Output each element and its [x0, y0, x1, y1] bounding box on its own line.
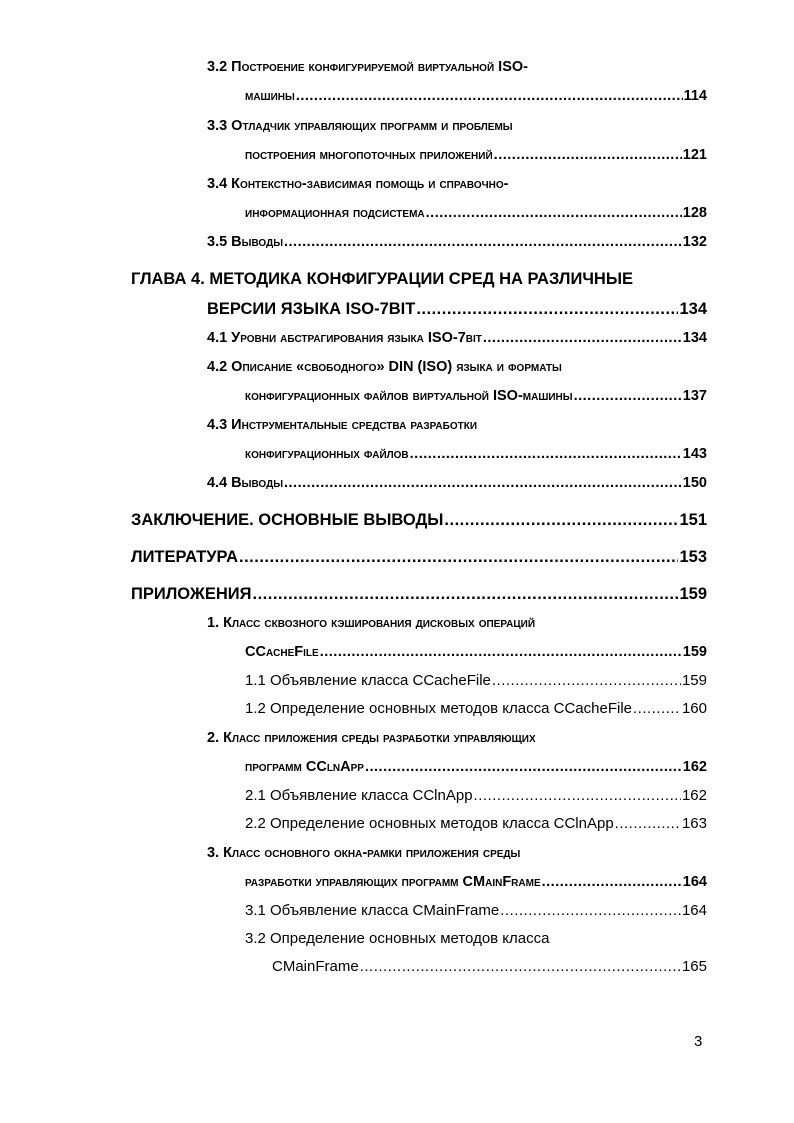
- toc-entry-title: 3. Класс основного окна-рамки приложения среды: [207, 845, 521, 861]
- toc-entry-title: построения многопоточных приложений: [245, 147, 493, 163]
- toc-entry-line: [245, 788, 707, 803]
- toc-page-number: 159: [682, 644, 707, 660]
- dot-leader: [416, 301, 678, 318]
- toc-entry-line: [131, 512, 707, 529]
- toc-page-number: 134: [679, 300, 707, 318]
- toc-entry-line: [207, 360, 562, 375]
- toc-entry-line: [245, 447, 707, 462]
- toc-entry-line: [245, 89, 707, 104]
- toc-entry-title: конфигурационных файлов виртуальной ISO-машины: [245, 388, 573, 404]
- toc-page-number: 164: [681, 902, 707, 919]
- toc-entry-title: 3.4 Контекстно-зависимая помощь и справочно-: [207, 176, 509, 192]
- toc-entry-line: [207, 846, 520, 861]
- toc-entry-line: [207, 60, 528, 75]
- toc-page-number: 137: [682, 388, 707, 404]
- dot-leader: [296, 89, 683, 104]
- toc-page-number: 132: [682, 234, 707, 250]
- toc-entry-line: [245, 645, 707, 660]
- toc-entry-title: 1. Класс сквозного кэширования дисковых операций: [207, 615, 536, 631]
- toc-entry-title: CCacheFile: [245, 644, 319, 660]
- dot-leader: [615, 816, 681, 831]
- toc-entry-line: [245, 875, 707, 890]
- toc-page-number: 121: [682, 147, 707, 163]
- toc-entry-line: [245, 673, 707, 688]
- toc-entry-line: [207, 235, 707, 250]
- toc-entry-title: 1.1 Объявление класса CCacheFile: [245, 672, 491, 689]
- toc-page-number: 128: [682, 205, 707, 221]
- dot-leader: [500, 903, 681, 918]
- toc-entry-line: [131, 586, 707, 603]
- toc-entry-title: программ CClnApp: [245, 759, 364, 775]
- toc-entry-line: [245, 903, 707, 918]
- toc-page-number: 162: [681, 787, 707, 804]
- toc-entry-title: 3.3 Отладчик управляющих программ и проблемы: [207, 118, 513, 134]
- toc-entry-title: 4.2 Описание «свободного» DIN (ISO) языка и форматы: [207, 359, 562, 375]
- dot-leader: [410, 447, 682, 462]
- toc-page-number: 134: [682, 330, 707, 346]
- toc-entry-title: разработки управляющих программ CMainFrame: [245, 874, 541, 890]
- toc-entry-title: ПРИЛОЖЕНИЯ: [131, 585, 252, 603]
- toc-entry-line: [207, 731, 536, 746]
- toc-page-number: 162: [682, 759, 707, 775]
- toc-entry-line: [207, 119, 513, 134]
- toc-entry-line: [245, 760, 707, 775]
- toc-entry-title: 4.3 Инструментальные средства разработки: [207, 417, 478, 433]
- toc-entry-line: [272, 959, 707, 974]
- toc-entry-title: CMainFrame: [272, 958, 359, 975]
- toc-entry-title: 2.1 Объявление класса CClnApp: [245, 787, 473, 804]
- toc-entry-title: информационная подсистема: [245, 205, 425, 221]
- toc-page-number: 159: [679, 585, 707, 603]
- toc-entry-title: 2. Класс приложения среды разработки управляющих: [207, 730, 536, 746]
- toc-entry-title: ЛИТЕРАТУРА: [131, 548, 238, 566]
- toc-entry-line: [245, 206, 707, 221]
- dot-leader: [574, 389, 682, 404]
- toc-entry-line: [207, 331, 707, 346]
- dot-leader: [252, 586, 678, 603]
- toc-entry-title: 1.2 Определение основных методов класса CCacheFile: [245, 700, 632, 717]
- toc-entry-title: 3.2 Построение конфигурируемой виртуальной ISO-: [207, 59, 528, 75]
- dot-leader: [483, 331, 682, 346]
- toc-page-number: 151: [679, 511, 707, 529]
- dot-leader: [492, 673, 681, 688]
- toc-entry-line: [207, 476, 707, 491]
- toc-entry-line: [207, 177, 509, 192]
- toc-entry-title: ГЛАВА 4. МЕТОДИКА КОНФИГУРАЦИИ СРЕД НА РАЗЛИЧНЫЕ: [131, 270, 633, 288]
- toc-entry-line: [207, 616, 535, 631]
- toc-page-number: 163: [681, 815, 707, 832]
- toc-entry-title: машины: [245, 88, 295, 104]
- dot-leader: [426, 206, 682, 221]
- toc-entry-line: [207, 418, 477, 433]
- toc-entry-title: 3.1 Объявление класса CMainFrame: [245, 902, 500, 919]
- dot-leader: [284, 235, 682, 250]
- toc-entry-title: ВЕРСИИ ЯЗЫКА ISO-7BIT: [207, 300, 416, 318]
- toc-page-number: 160: [681, 700, 707, 717]
- toc-entry-line: [245, 148, 707, 163]
- toc-entry-title: 3.2 Определение основных методов класса: [245, 930, 550, 947]
- dot-leader: [444, 512, 678, 529]
- toc-page-number: 143: [682, 446, 707, 462]
- toc-entry-line: [245, 816, 707, 831]
- dot-leader: [633, 701, 681, 716]
- dot-leader: [494, 148, 682, 163]
- toc-entry-line: [131, 549, 707, 566]
- toc-entry-line: [245, 931, 549, 946]
- toc-entry-title: 2.2 Определение основных методов класса CClnApp: [245, 815, 614, 832]
- toc-entry-title: 3.5 Выводы: [207, 234, 283, 250]
- toc-entry-line: [131, 271, 633, 288]
- toc-page-number: 153: [679, 548, 707, 566]
- toc-entry-title: ЗАКЛЮЧЕНИЕ. ОСНОВНЫЕ ВЫВОДЫ: [131, 511, 444, 529]
- toc-entry-line: [245, 701, 707, 716]
- toc-entry-title: конфигурационных файлов: [245, 446, 409, 462]
- toc-entry-title: 4.4 Выводы: [207, 475, 283, 491]
- dot-leader: [320, 645, 682, 660]
- dot-leader: [239, 549, 678, 566]
- dot-leader: [360, 959, 681, 974]
- toc-entry-title: 4.1 Уровни абстрагирования языка ISO-7bit: [207, 330, 482, 346]
- dot-leader: [284, 476, 682, 491]
- page-number: 3: [694, 1033, 703, 1050]
- toc-page-number: 159: [681, 672, 707, 689]
- toc-entry-line: [245, 389, 707, 404]
- toc-page-number: 165: [681, 958, 707, 975]
- dot-leader: [474, 788, 681, 803]
- toc-entry-line: [207, 301, 707, 318]
- dot-leader: [542, 875, 682, 890]
- toc-page-number: 114: [683, 88, 707, 104]
- dot-leader: [365, 760, 682, 775]
- toc-page-number: 164: [682, 874, 707, 890]
- toc-page-number: 150: [682, 475, 707, 491]
